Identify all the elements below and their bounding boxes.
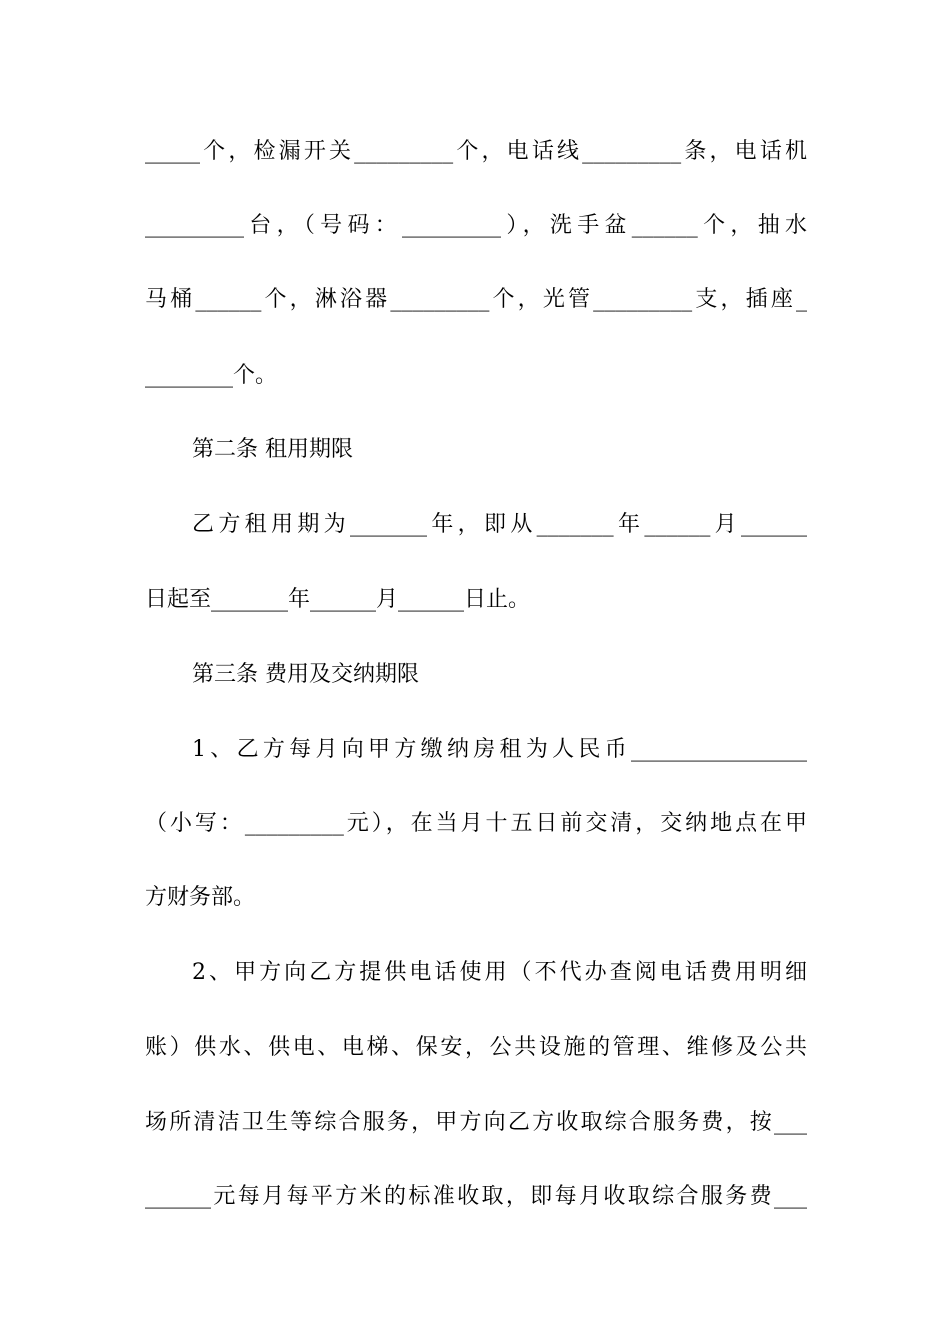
text-line-2: _________台，（号码：_________），洗手盆______个，抽水 bbox=[145, 213, 807, 238]
text-line-14: 场所清洁卫生等综合服务，甲方向乙方收取综合服务费，按___ bbox=[145, 1110, 807, 1135]
text-line-3: 马桶______个，淋浴器_________个，光管_________支，插座_ bbox=[145, 287, 807, 312]
text-line-4: ________个。 bbox=[145, 363, 278, 388]
text-line-7: 日起至_______年______月______日止。 bbox=[145, 587, 531, 612]
text-line-9: 1、乙方每月向甲方缴纳房租为人民币________________ bbox=[192, 737, 807, 762]
text-line-10: （小写：_________元），在当月十五日前交清，交纳地点在甲 bbox=[145, 811, 807, 836]
text-line-11: 方财务部。 bbox=[145, 885, 256, 910]
text-line-6: 乙方租用期为_______年，即从_______年______月______ bbox=[192, 512, 807, 537]
section-heading-term: 第二条 租用期限 bbox=[192, 437, 353, 462]
text-line-1: _____个，检漏开关_________个，电话线_________条，电话机 bbox=[145, 139, 807, 164]
text-line-12: 2、甲方向乙方提供电话使用（不代办查阅电话费用明细 bbox=[192, 960, 807, 985]
text-line-13: 账）供水、供电、电梯、保安，公共设施的管理、维修及公共 bbox=[145, 1035, 807, 1060]
section-heading-fees: 第三条 费用及交纳期限 bbox=[192, 662, 419, 687]
text-line-15: ______元每月每平方米的标准收取，即每月收取综合服务费___ bbox=[145, 1184, 807, 1209]
